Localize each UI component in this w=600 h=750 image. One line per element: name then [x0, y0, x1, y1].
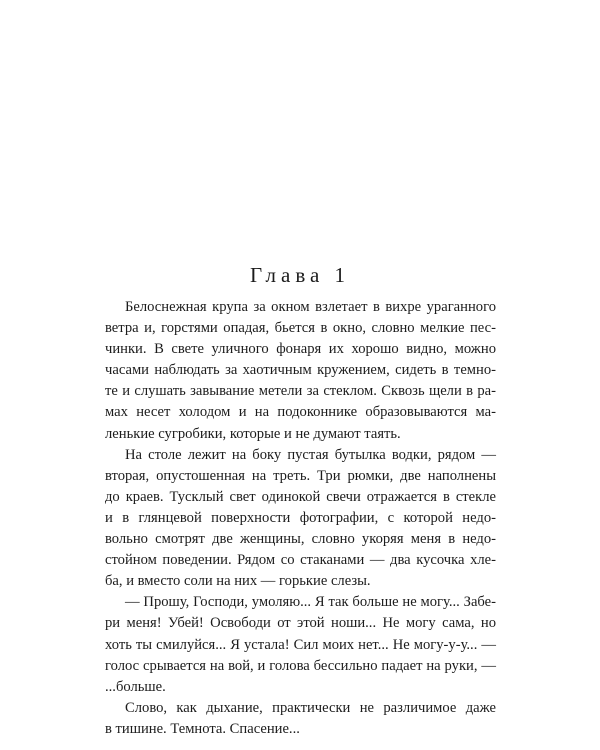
- text-line: ленькие сугробики, которые и не думают таять.: [105, 425, 401, 442]
- text-line: ветра и, горстями опадая, бьется в окно, словно мелкие пес-: [105, 320, 496, 337]
- text-line: ба, и вместо соли на них — горькие слезы.: [105, 573, 371, 590]
- text-line: вольно смотрят две женщины, словно укоряя меня в недо-: [105, 531, 496, 548]
- text-line: часами наблюдать за хаотичным кружением, сидеть в темно-: [105, 362, 496, 379]
- text-line: Слово, как дыхание, практически не различимое даже: [125, 699, 496, 716]
- text-line: стойном поведении. Рядом со стаканами — два кусочка хле-: [105, 552, 496, 569]
- text-line: — Прошу, Господи, умоляю... Я так больше не могу... Забе-: [125, 594, 496, 611]
- text-line: хоть ты смилуйся... Я устала! Сил моих нет... Не могу-у-у... —: [105, 636, 496, 653]
- text-line: ри меня! Убей! Освободи от этой ноши... Не могу сама, но: [105, 615, 496, 632]
- text-line: вторая, опустошенная на треть. Три рюмки, две наполнены: [105, 467, 496, 484]
- text-line: ...больше.: [105, 678, 166, 695]
- chapter-text: [105, 297, 496, 740]
- text-line: мах несет холодом и на подоконнике образовываются ма-: [105, 404, 496, 421]
- text-line: На столе лежит на боку пустая бутылка водки, рядом —: [125, 446, 496, 463]
- paragraph-4: [105, 698, 496, 740]
- text-line: в тишине. Темнота. Спасение...: [105, 720, 300, 737]
- chapter-title: Глава 1: [249, 263, 351, 287]
- text-line: чинки. В свете уличного фонаря их хорошо видно, можно: [105, 341, 496, 358]
- text-line: и в глянцевой поверхности фотографии, с которой недо-: [105, 509, 496, 526]
- text-line: Белоснежная крупа за окном взлетает в вихре ураганного: [125, 299, 496, 315]
- paragraph-3: [105, 592, 496, 697]
- text-line: голос срывается на вой, и голова бессильно падает на руки, —: [105, 657, 496, 674]
- paragraph-1: [105, 297, 496, 445]
- paragraph-2: [105, 445, 496, 593]
- text-line: те и слушать завывание метели за стеклом. Сквозь щели в ра-: [105, 383, 496, 400]
- text-line: до краев. Тусклый свет одинокой свечи отражается в стекле: [105, 488, 496, 505]
